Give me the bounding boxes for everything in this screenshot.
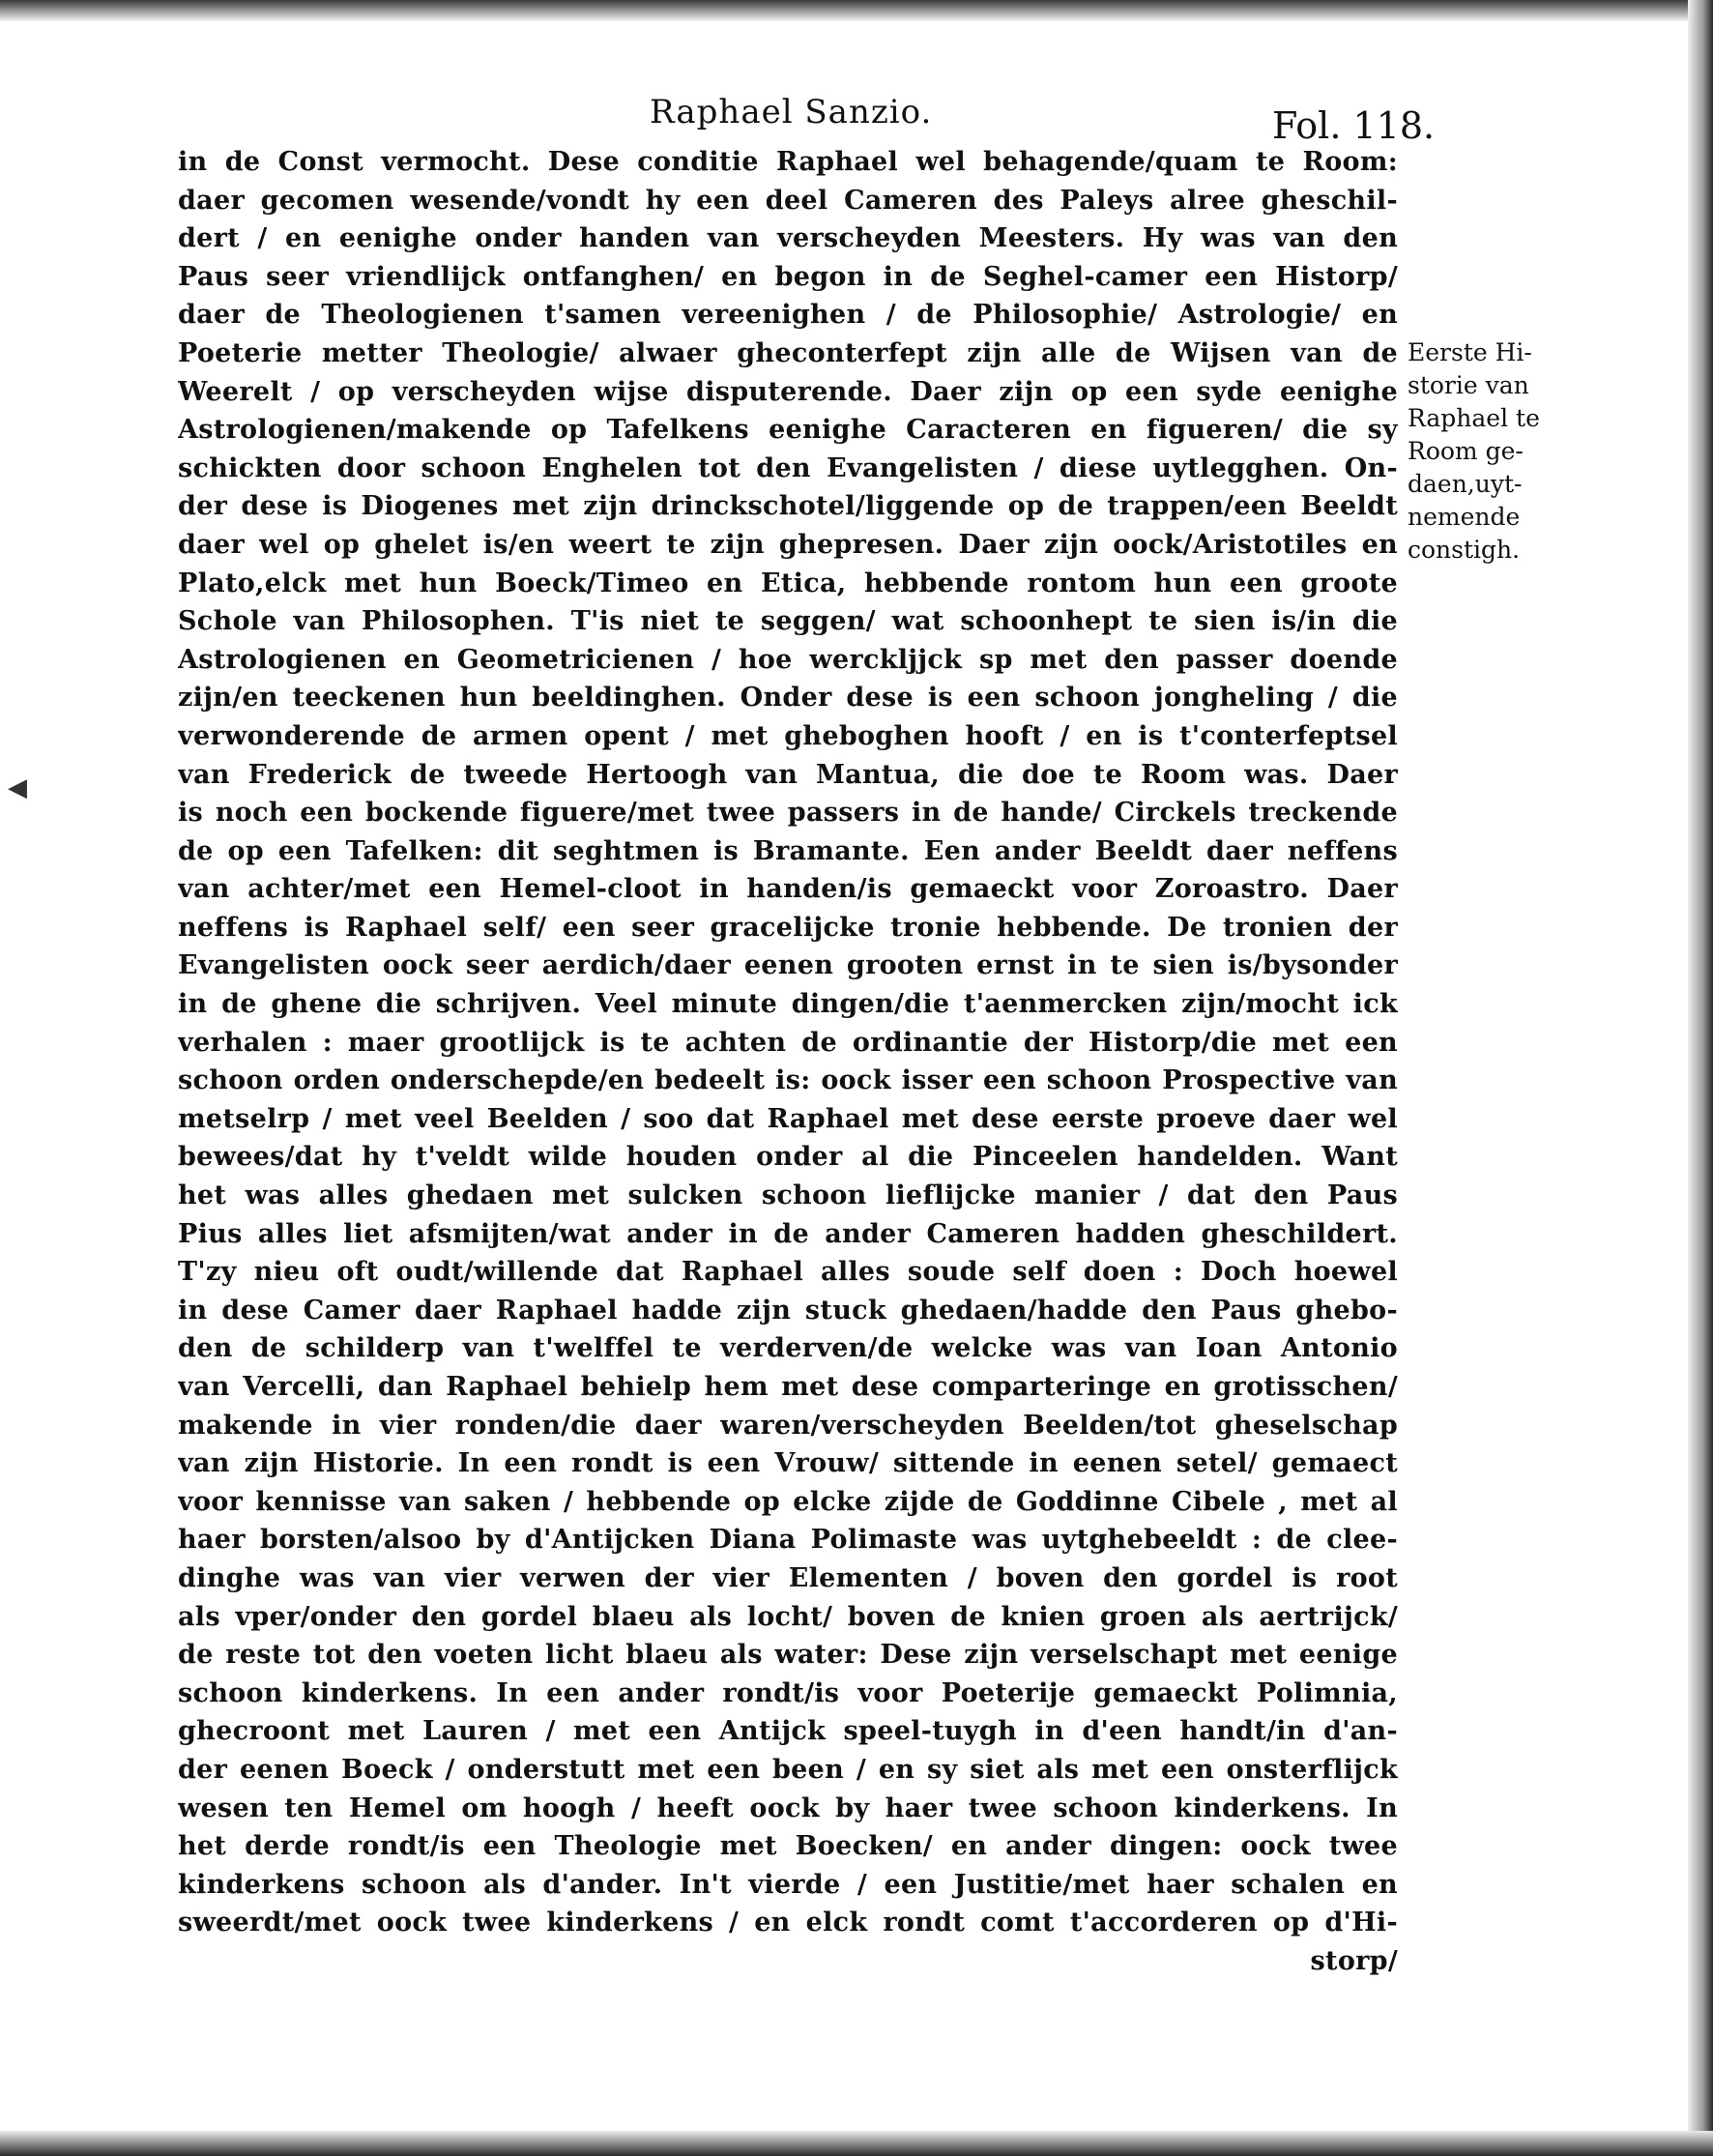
body-line: voor kennisse van saken / hebbende op elcke zijde de Goddinne Cibele , met al	[178, 1486, 1398, 1517]
body-line: daer gecomen wesende/vondt hy een deel Cameren des Paleys alree gheschil-	[178, 185, 1398, 216]
body-line: metselrp / met veel Beelden / soo dat Raphael met dese eerste proeve daer wel	[178, 1103, 1398, 1134]
body-line: Astrologienen/makende op Tafelkens eenighe Caracteren en figueren/ die sy	[178, 415, 1398, 446]
body-line: Poeterie metter Theologie/ alwaer gheconterfept zijn alle de Wijsen van de	[178, 337, 1398, 368]
body-line: Evangelisten oock seer aerdich/daer eenen grooten ernst in te sien is/bysonder	[178, 950, 1398, 981]
margin-note-line: Raphael te	[1408, 404, 1540, 432]
running-title: Raphael Sanzio.	[650, 93, 933, 131]
body-line: dert / en eenighe onder handen van verscheyden Meesters. Hy was van den	[178, 223, 1398, 254]
body-line: van zijn Historie. In een rondt is een Vrouw/ sittende in eenen setel/ gemaect	[178, 1448, 1398, 1479]
body-line: verhalen : maer grootlijck is te achten de ordinantie der Historp/die met een	[178, 1027, 1398, 1058]
margin-note-line: daen,uyt-	[1408, 470, 1523, 498]
body-text	[178, 143, 1398, 1981]
body-line: de reste tot den voeten licht blaeu als water: Dese zijn verselschapt met eenige	[178, 1640, 1398, 1671]
page-edge-right	[1688, 0, 1713, 2156]
margin-mark-icon: ◀	[8, 773, 27, 802]
body-line: het was alles ghedaen met sulcken schoon lieflijcke manier / dat den Paus	[178, 1180, 1398, 1211]
body-line: zijn/en teeckenen hun beeldinghen. Onder dese is een schoon jongheling / die	[178, 683, 1398, 714]
body-line: den de schilderp van t'welffel te verderven/de welcke was van Ioan Antonio	[178, 1333, 1398, 1364]
body-line: Weerelt / op verscheyden wijse disputerende. Daer zijn op een syde eenighe	[178, 376, 1398, 407]
body-line: schoon orden onderschepde/en bedeelt is: oock isser een schoon Prospective van	[178, 1065, 1398, 1096]
body-line: daer de Theologienen t'samen vereenighen / de Philosophie/ Astrologie/ en	[178, 300, 1398, 331]
body-line: Astrologienen en Geometricienen / hoe werckljjck sp met den passer doende	[178, 644, 1398, 675]
body-line: bewees/dat hy t'veldt wilde houden onder al die Pinceelen handelden. Want	[178, 1142, 1398, 1173]
page-edge-top	[0, 0, 1713, 21]
body-line: kinderkens schoon als d'ander. In't vierde / een Justitie/met haer schalen en	[178, 1869, 1398, 1900]
body-line: Plato,elck met hun Boeck/Timeo en Etica, hebbende rontom hun een groote	[178, 568, 1398, 598]
body-line: in de Const vermocht. Dese conditie Raphael wel behagende/quam te Room:	[178, 147, 1398, 177]
body-line: neffens is Raphael self/ een seer gracelijcke tronie hebbende. De tronien der	[178, 912, 1398, 943]
body-line: haer borsten/alsoo by d'Antijcken Diana Polimaste was uytghebeeldt : de clee-	[178, 1525, 1398, 1556]
body-line: T'zy nieu oft oudt/willende dat Raphael alles soude self doen : Doch hoewel	[178, 1257, 1398, 1288]
body-line: in de ghene die schrijven. Veel minute dingen/die t'aenmercken zijn/mocht ick	[178, 989, 1398, 1020]
margin-note-line: Eerste Hi-	[1408, 338, 1532, 366]
body-line: storp/	[1310, 1945, 1398, 1976]
body-line: ghecroont met Lauren / met een Antijck speel-tuygh in d'een handt/in d'an-	[178, 1716, 1398, 1747]
body-line: schickten door schoon Enghelen tot den Evangelisten / diese uytlegghen. On-	[178, 452, 1398, 483]
margin-note-line: storie van	[1408, 371, 1529, 399]
margin-note-line: Room ge-	[1408, 437, 1524, 465]
margin-note-line: nemende	[1408, 503, 1521, 531]
body-line: Schole van Philosophen. T'is niet te seggen/ wat schoonhept te sien is/in die	[178, 606, 1398, 637]
body-line: daer wel op ghelet is/en weert te zijn ghepresen. Daer zijn oock/Aristotiles en	[178, 529, 1398, 560]
body-line: van achter/met een Hemel-cloot in handen/is gemaeckt voor Zoroastro. Daer	[178, 874, 1398, 905]
body-line: het derde rondt/is een Theologie met Boecken/ en ander dingen: oock twee	[178, 1831, 1398, 1862]
margin-note-line: constigh.	[1408, 536, 1521, 564]
body-line: dinghe was van vier verwen der vier Elementen / boven den gordel is root	[178, 1562, 1398, 1593]
margin-note	[1408, 336, 1553, 567]
page-edge-bottom	[0, 2131, 1713, 2156]
body-line: Paus seer vriendlijck ontfanghen/ en begon in de Seghel-camer een Historp/	[178, 261, 1398, 292]
body-line: als vper/onder den gordel blaeu als locht/ boven de knien groen als aertrijck/	[178, 1601, 1398, 1632]
body-line: der dese is Diogenes met zijn drinckschotel/liggende op de trappen/een Beeldt	[178, 491, 1398, 522]
body-line: in dese Camer daer Raphael hadde zijn stuck ghedaen/hadde den Paus ghebo-	[178, 1295, 1398, 1326]
body-line: verwonderende de armen opent / met gheboghen hooft / en is t'conterfeptsel	[178, 720, 1398, 751]
body-line: sweerdt/met oock twee kinderkens / en elck rondt comt t'accorderen op d'Hi-	[178, 1908, 1398, 1938]
body-line: van Frederick de tweede Hertoogh van Mantua, die doe te Room was. Daer	[178, 759, 1398, 790]
body-line: makende in vier ronden/die daer waren/verscheyden Beelden/tot gheselschap	[178, 1410, 1398, 1441]
body-line: van Vercelli, dan Raphael behielp hem met dese comparteringe en grotisschen/	[178, 1372, 1398, 1402]
folio-number: Fol. 118.	[1272, 104, 1436, 147]
body-line: Pius alles liet afsmijten/wat ander in de ander Cameren hadden gheschildert.	[178, 1218, 1398, 1249]
body-line: de op een Tafelken: dit seghtmen is Bramante. Een ander Beeldt daer neffens	[178, 835, 1398, 866]
body-line: is noch een bockende figuere/met twee passers in de hande/ Circkels treckende	[178, 798, 1398, 829]
body-line: wesen ten Hemel om hoogh / heeft oock by haer twee schoon kinderkens. In	[178, 1792, 1398, 1823]
body-line: der eenen Boeck / onderstutt met een been / en sy siet als met een onsterflijck	[178, 1754, 1398, 1785]
body-line: schoon kinderkens. In een ander rondt/is voor Poeterije gemaeckt Polimnia,	[178, 1677, 1398, 1708]
